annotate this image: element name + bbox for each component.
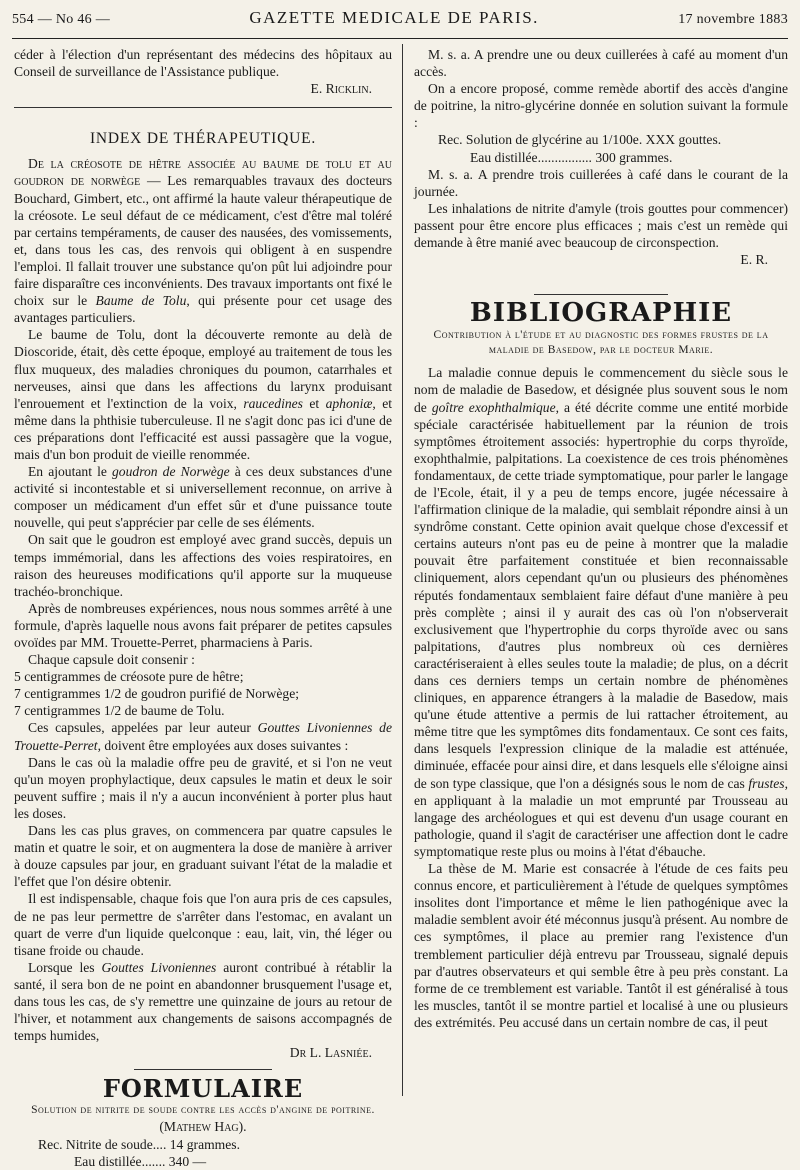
section-rule xyxy=(14,107,392,108)
formulaire-para-3: M. s. a. A prendre trois cuillerées à café dans le courant de la journée. xyxy=(414,166,788,199)
column-divider xyxy=(402,44,403,1096)
formulaire-rec2-line-1: Rec. Solution de glycérine au 1/100e. XXX gouttes. xyxy=(438,132,722,148)
therapeutique-para-2: Le baume de Tolu, dont la découverte remonte au delà de Dioscoride, était, dès cette époque, employé au traitement de tous les flux muqueux, des maladies chroniques du poumon, catarrhales et nerveuses, ainsi que dans les affections du larynx produisant l'enrouement et l'extinction de la voix, raucedines et aphoniæ, et même dans la phthisie tuberculeuse. Il ne s'agit donc pas ici d'une de ces préparations dont l'efficacité est aussi passagère que la vogue, mais d'un bon produit de vieille renommée. xyxy=(14,327,393,462)
formulaire-para-2: On a encore proposé, comme remède abortif des accès d'angine de poitrine, la nitro-glycérine donnée en solution suivant la formule : xyxy=(414,81,788,131)
therapeutique-para-7: Ces capsules, appelées par leur auteur Gouttes Livoniennes de Trouette-Perret, doivent être employées aux doses suivantes : xyxy=(14,720,393,753)
therapeutique-para-1: De la créosote de hêtre associée au baume de tolu et au goudron de norwège — Les remarquables travaux des docteurs Bouchard, Gimbert, etc., ont affirmé la haute valeur thérapeutique de la créosote. Le seul défaut de ce médicament, c'est d'être mal toléré par certains tempéraments, de causer des nausées, des vomissements, et, dans tous les cas, des renvois qui obligent à en suspendre l'emploi. Il fallait trouver une substance qu'on pût lui adjoindre pour faire disparaître ces inconvénients. Des travaux importants ont fixé le choix sur le Baume de Tolu, qui présente pour cet usage des avantages particuliers. xyxy=(14,156,393,326)
therapeutique-para-10: Il est indispensable, chaque fois que l'on aura pris de ces capsules, de ne pas leur permettre de s'arrêter dans l'estomac, en avalant un quart de verre d'un liquide quelconque : eau, lait, vin, thé léger ou tisane froide ou chaude. xyxy=(14,891,392,958)
formulaire-author: (Mathew Hag). xyxy=(159,1119,247,1135)
issue-number: — No 46 — xyxy=(37,12,111,27)
formulaire-para-1: M. s. a. A prendre une ou deux cuillerées à café au moment d'un accès. xyxy=(414,47,788,80)
journal-title: GAZETTE MEDICALE DE PARIS. xyxy=(249,8,539,27)
formulaire-subtitle: Solution de nitrite de soude contre les accès d'angine de poitrine. xyxy=(31,1104,375,1117)
formulaire-para-4: Les inhalations de nitrite d'amyle (trois gouttes pour commencer) passent pour être encore plus efficaces ; mais c'est un remède qui demande à être manié avec beaucoup de circonspection. xyxy=(414,200,788,251)
formulaire-rec2-line-2: Eau distillée................ 300 grammes. xyxy=(470,149,673,165)
page-header xyxy=(12,8,788,34)
formulaire-rec-line-2: Eau distillée....... 340 — xyxy=(74,1153,207,1169)
intro-paragraph: céder à l'élection d'un représentant des médecins des hôpitaux au Conseil de surveillance de l'Assistance publique. xyxy=(14,47,392,80)
bibliographie-subtitle: Contribution à l'étude et au diagnostic des formes frustes de la maladie de Basedow, par le docteur Marie. xyxy=(433,329,769,357)
section-title-therapeutique: INDEX DE THÉRAPEUTIQUE. xyxy=(89,130,317,148)
therapeutique-para-5: Après de nombreuses expériences, nous nous sommes arrêté à une formule, d'après laquelle nous avons fait préparer de petites capsules ovoïdes par MM. Trouette-Perret, pharmaciens à Paris. xyxy=(14,600,392,650)
right-column xyxy=(414,46,788,1096)
formulaire-signature: E. R. xyxy=(740,252,768,268)
biblio-rule xyxy=(534,294,668,295)
formulaire-title: FORMULAIRE xyxy=(102,1074,304,1104)
header-rule xyxy=(12,38,788,39)
therapeutique-para-4: On sait que le goudron est employé avec grand succès, depuis un temps immémorial, dans les affections des voies respiratoires, en raison des heureuses modifications qu'il apporte sur la muqueuse trachéo-bronchique. xyxy=(14,532,392,599)
therapeutique-signature: Dr L. Lasniée. xyxy=(289,1045,372,1061)
issue-date: 17 novembre 1883 xyxy=(678,12,788,27)
formula-line-1: 5 centigrammes de créosote pure de hêtre; xyxy=(14,669,244,685)
page-number: 554 xyxy=(12,12,34,27)
therapeutique-para-8: Dans le cas où la maladie offre peu de gravité, et si l'on ne veut qu'un moyen prophylactique, deux capsules le matin et deux le soir peuvent suffire ; mais il n'y a aucun inconvénient à porter plus haut les doses. xyxy=(14,754,392,821)
therapeutique-para-3: En ajoutant le goudron de Norwège à ces deux substances d'une activité si incontestable et si universellement reconnue, on arrive à composer un médicament d'un effet sûr et d'une puissance toute nouvelle, qui peut s'apprécier par celle de ses éléments. xyxy=(14,464,392,531)
intro-signature: E. Ricklin. xyxy=(310,81,372,97)
formulaire-rule xyxy=(134,1069,272,1070)
sub-heading-creosote: De la créosote de hêtre associée au baume de tolu et au goudron de norwège — xyxy=(14,156,392,189)
therapeutique-para-11: Lorsque les Gouttes Livoniennes auront contribué à rétablir la santé, il sera bon de ne point en abandonner brusquement l'usage et, dans tous les cas, de s'y remettre une quinzaine de jours au retour de l'hiver, et notamment aux changements de saisons accompagnés de temps humides, xyxy=(14,959,392,1044)
biblio-para-1: La maladie connue depuis le commencement du siècle sous le nom de maladie de Basedow, et désignée plus souvent sous le nom de goître exophthalmique, a été décrite comme une entité morbide spéciale caractérisée habituellement par la réunion de trois symptômes étroitement associés: hypertrophie du corps thyroïde, exophthalmie, palpitations. La coexistence de ces trois phénomènes fondamentaux, de cette triade symptomatique, pour parler le langage de l'Ecole, était, il y a peu de temps encore, jugée nécessaire à l'affirmation clinique de la maladie, qui semblait répondre ainsi à un syndrôme constant. Cette opinion avait quelque chose d'excessif et certains auteurs n'ont pas eu de peine à montrer que la maladie pouvait être parfaitement constituée et bien reconnaissable cliniquement, alors cependant qu'un ou plusieurs des phénomènes réputés fondamentaux semblaient faire défaut d'une manière à peu près complète ; ainsi il y aurait des cas où l'on n'observerait exclusivement que l'hypertrophie du corps thyroïde avec ou sans palpitations, d'autres plus nombreux où ces dernières caractériseraient à elles seules toute la maladie; de plus, on a décrit dans ces derniers temps un certain nombre de phénomènes cliniques, en apparence étrangers à la maladie de Basedow, mais qu'une étude attentive a permis de lui rattacher étroitement, au même titre que les symptômes dits fondamentaux. Ce sont ces faits, dans lesquels l'expression clinique de la maladie est atténuée, diminuée, effacée pour ainsi dire, et dans lesquels elle s'éloigne ainsi de son type classique, que l'on a désignés sous le nom de cas frustes, en appliquant à la maladie un mot emprunté par Trousseau au langage des archéologues et qui est devenu d'un usage courant en pathologie, quand il s'agit de caractériser une affection dont le cadre symptomatique reste plus ou moins à l'état d'ébauche. xyxy=(414,365,788,859)
formula-line-2: 7 centigrammes 1/2 de goudron purifié de Norwège; xyxy=(14,686,300,702)
formulaire-rec-line-1: Rec. Nitrite de soude.... 14 grammes. xyxy=(38,1136,240,1152)
therapeutique-para-9: Dans les cas plus graves, on commencera par quatre capsules le matin et quatre le soir, et on augmentera la dose de manière à arriver à douze capsules par jour, en graduant suivant l'état de la maladie et l'effet que l'on désire obtenir. xyxy=(14,823,392,890)
left-column xyxy=(14,46,393,1169)
biblio-para-2: La thèse de M. Marie est consacrée à l'étude de ces faits peu connus encore, et particulièrement à l'étude de quelques symptômes insolites dont l'importance et même le lien pathogénique avec la maladie semblent avoir été méconnus jusqu'à présent. Au nombre de ces symptômes, il place au premier rang l'existence d'un tremblement particulier déjà entrevu par Trousseau, signalé depuis par d'autres observateurs et qui semble être à peu près constant. La forme de ce tremblement est variable. Tantôt il est généralisé à tous les muscles, tantôt il se montre partiel et localisé à une ou plusieurs des extrémités. Peu accusé dans un certain nombre de cas, il peut xyxy=(414,861,788,1030)
bibliographie-title: BIBLIOGRAPHIE xyxy=(469,298,733,329)
formula-line-3: 7 centigrammes 1/2 de baume de Tolu. xyxy=(14,703,225,719)
therapeutique-para-6: Chaque capsule doit consenir : xyxy=(28,652,195,668)
